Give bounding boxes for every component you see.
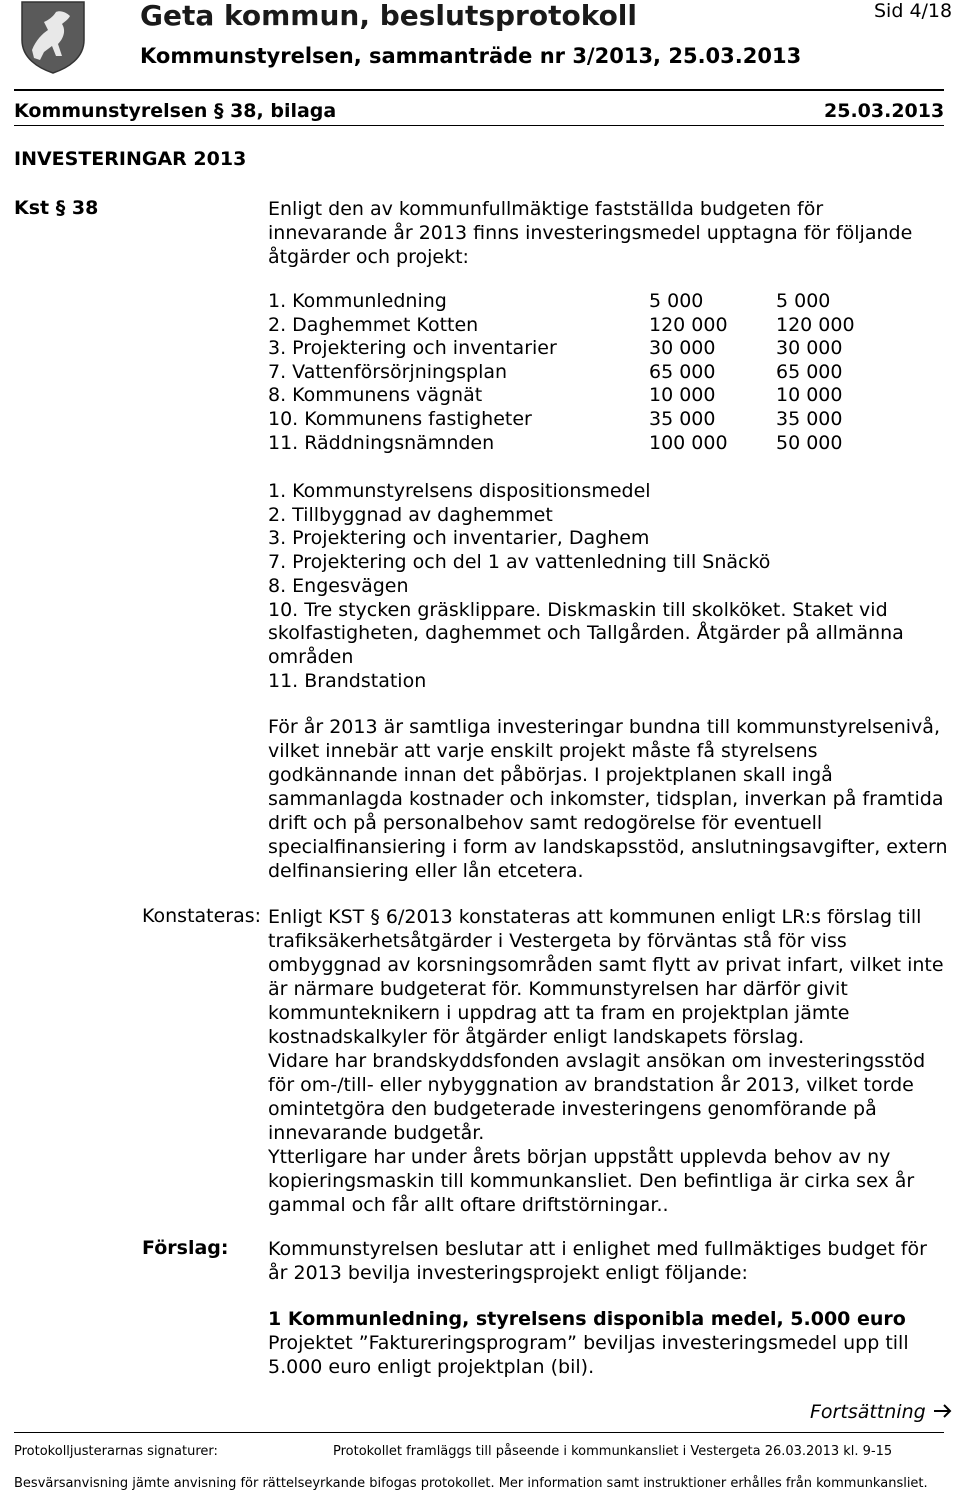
budget-amount-approved: 65 000	[776, 360, 843, 383]
konstateras-label: Konstateras:	[142, 905, 262, 927]
budget-row	[268, 314, 908, 338]
budget-amount-approved: 35 000	[776, 407, 843, 430]
list-item: 1. Kommunstyrelsens dispositionsmedel	[268, 480, 651, 502]
list-item: 2. Tillbyggnad av daghemmet	[268, 503, 553, 526]
section-divider	[14, 125, 944, 126]
municipal-coat-of-arms-logo	[18, 0, 88, 74]
forslag-label: Förslag:	[142, 1237, 229, 1259]
list-item: 3. Projektering och inventarier, Daghem	[268, 527, 650, 550]
budget-row	[268, 408, 908, 432]
list-item: 8. Engesvägen	[268, 574, 409, 597]
paragraph-label: Kst § 38	[14, 197, 99, 219]
budget-amount: 35 000	[649, 407, 716, 430]
decision-item-heading: 1 Kommunledning, styrelsens disponibla medel, 5.000 euro	[268, 1308, 906, 1330]
section-date: 25.03.2013	[824, 100, 945, 122]
konstateras-paragraph: Ytterligare har under årets början uppstått upplevda behov av ny kopieringsmaskin till kommunkansliet. Den befintliga är cirka sex år gammal och får allt oftare driftstörningar..	[268, 1146, 915, 1216]
budget-row	[268, 290, 908, 314]
forslag-text: Kommunstyrelsen beslutar att i enlighet med fullmäktiges budget för år 2013 bevilja investeringsprojekt enligt följande:	[268, 1238, 927, 1284]
footer-signatures: Protokolljusterarnas signaturer:	[14, 1444, 218, 1459]
budget-amount-approved: 10 000	[776, 384, 843, 407]
budget-row	[268, 432, 908, 456]
budget-item-name: 1. Kommunledning	[268, 290, 447, 312]
budget-item-name: 11. Räddningsnämnden	[268, 431, 495, 454]
budget-row	[268, 337, 908, 361]
page-number: Sid 4/18	[874, 0, 953, 22]
document-title: Geta kommun, beslutsprotokoll	[140, 0, 637, 32]
budget-item-name: 8. Kommunens vägnät	[268, 384, 483, 407]
budget-amount-approved: 30 000	[776, 337, 843, 360]
meeting-subtitle: Kommunstyrelsen, sammanträde nr 3/2013, 25.03.2013	[140, 44, 802, 68]
footer-appeal-notice: Besvärsanvisning jämte anvisning för rättelseyrkande bifogas protokollet. Mer information samt instruktioner erhålles från kommunkansliet.	[14, 1476, 928, 1491]
decision-item	[268, 1307, 952, 1379]
budget-amount: 5 000	[649, 290, 704, 312]
budget-table	[268, 290, 908, 455]
konstateras-paragraph: Enligt KST § 6/2013 konstateras att kommunen enligt LR:s förslag till trafiksäkerhetsåtgärder i Vestergeta by förväntas stå för viss ombyggnad av korsningsområden samt flytt av privat infart, vilket inte är närmare budgeterat för. Kommunstyrelsen har därför givit kommunteknikern i uppdrag att ta fram en projektplan jämte kostnadskalkyler för åtgärder enligt landskapets förslag.	[268, 906, 944, 1048]
approval-paragraph: För år 2013 är samtliga investeringar bundna till kommunstyrelsenivå, vilket innebär att varje enskilt projekt måste få styrelsens godkännande innan det påbörjas. I projektplanen skall ingå sammanlagda kostnader och inkomster, tidsplan, inverkan på framtida drift och på personalbehov samt redogörelse för eventuell specialfinansiering i form av landskapsstöd, anslutningsavgifter, extern delfinansiering eller lån etcetera.	[268, 716, 948, 882]
section-heading: INVESTERINGAR 2013	[14, 148, 247, 170]
budget-item-name: 7. Vattenförsörjningsplan	[268, 360, 508, 383]
intro-text: Enligt den av kommunfullmäktige fastställda budgeten för innevarande år 2013 finns investeringsmedel upptagna för följande åtgärder och projekt:	[268, 198, 913, 268]
budget-amount: 30 000	[649, 337, 716, 360]
budget-amount: 65 000	[649, 360, 716, 383]
section-reference: Kommunstyrelsen § 38, bilaga	[14, 100, 337, 122]
budget-row	[268, 361, 908, 385]
header-divider	[14, 89, 944, 91]
project-list	[268, 480, 948, 693]
konstateras-text	[268, 905, 952, 1217]
budget-item-name: 2. Daghemmet Kotten	[268, 313, 479, 336]
footer-divider	[14, 1432, 944, 1433]
budget-amount-approved: 120 000	[776, 313, 855, 336]
konstateras-paragraph: Vidare har brandskyddsfonden avslagit ansökan om investeringsstöd för om-/till- eller nybyggnation av brandstation år 2013, vilket torde omintetgöra den budgeterade investeringens genomförande på innevarande budgetår.	[268, 1050, 926, 1144]
footer-display-notice: Protokollet framläggs till påseende i kommunkansliet i Vestergeta 26.03.2013 kl. 9-15	[333, 1444, 893, 1459]
budget-amount-approved: 5 000	[776, 290, 831, 312]
budget-amount: 100 000	[649, 431, 728, 454]
arrow-right-icon	[932, 1400, 954, 1422]
budget-item-name: 10. Kommunens fastigheter	[268, 407, 532, 430]
decision-item-text: Projektet ”Faktureringsprogram” beviljas investeringsmedel upp till 5.000 euro enligt projektplan (bil).	[268, 1332, 909, 1378]
budget-amount-approved: 50 000	[776, 431, 843, 454]
budget-row	[268, 384, 908, 408]
list-item: 11. Brandstation	[268, 669, 427, 692]
list-item: 7. Projektering och del 1 av vattenledning till Snäckö	[268, 551, 771, 574]
continuation-label: Fortsättning	[810, 1401, 926, 1423]
budget-amount: 10 000	[649, 384, 716, 407]
budget-item-name: 3. Projektering och inventarier	[268, 337, 557, 360]
budget-amount: 120 000	[649, 313, 728, 336]
list-item: 10. Tre stycken gräsklippare. Diskmaskin till skolköket. Staket vid skolfastigheten, daghemmet och Tallgården. Åtgärder på allmänna områden	[268, 598, 904, 668]
